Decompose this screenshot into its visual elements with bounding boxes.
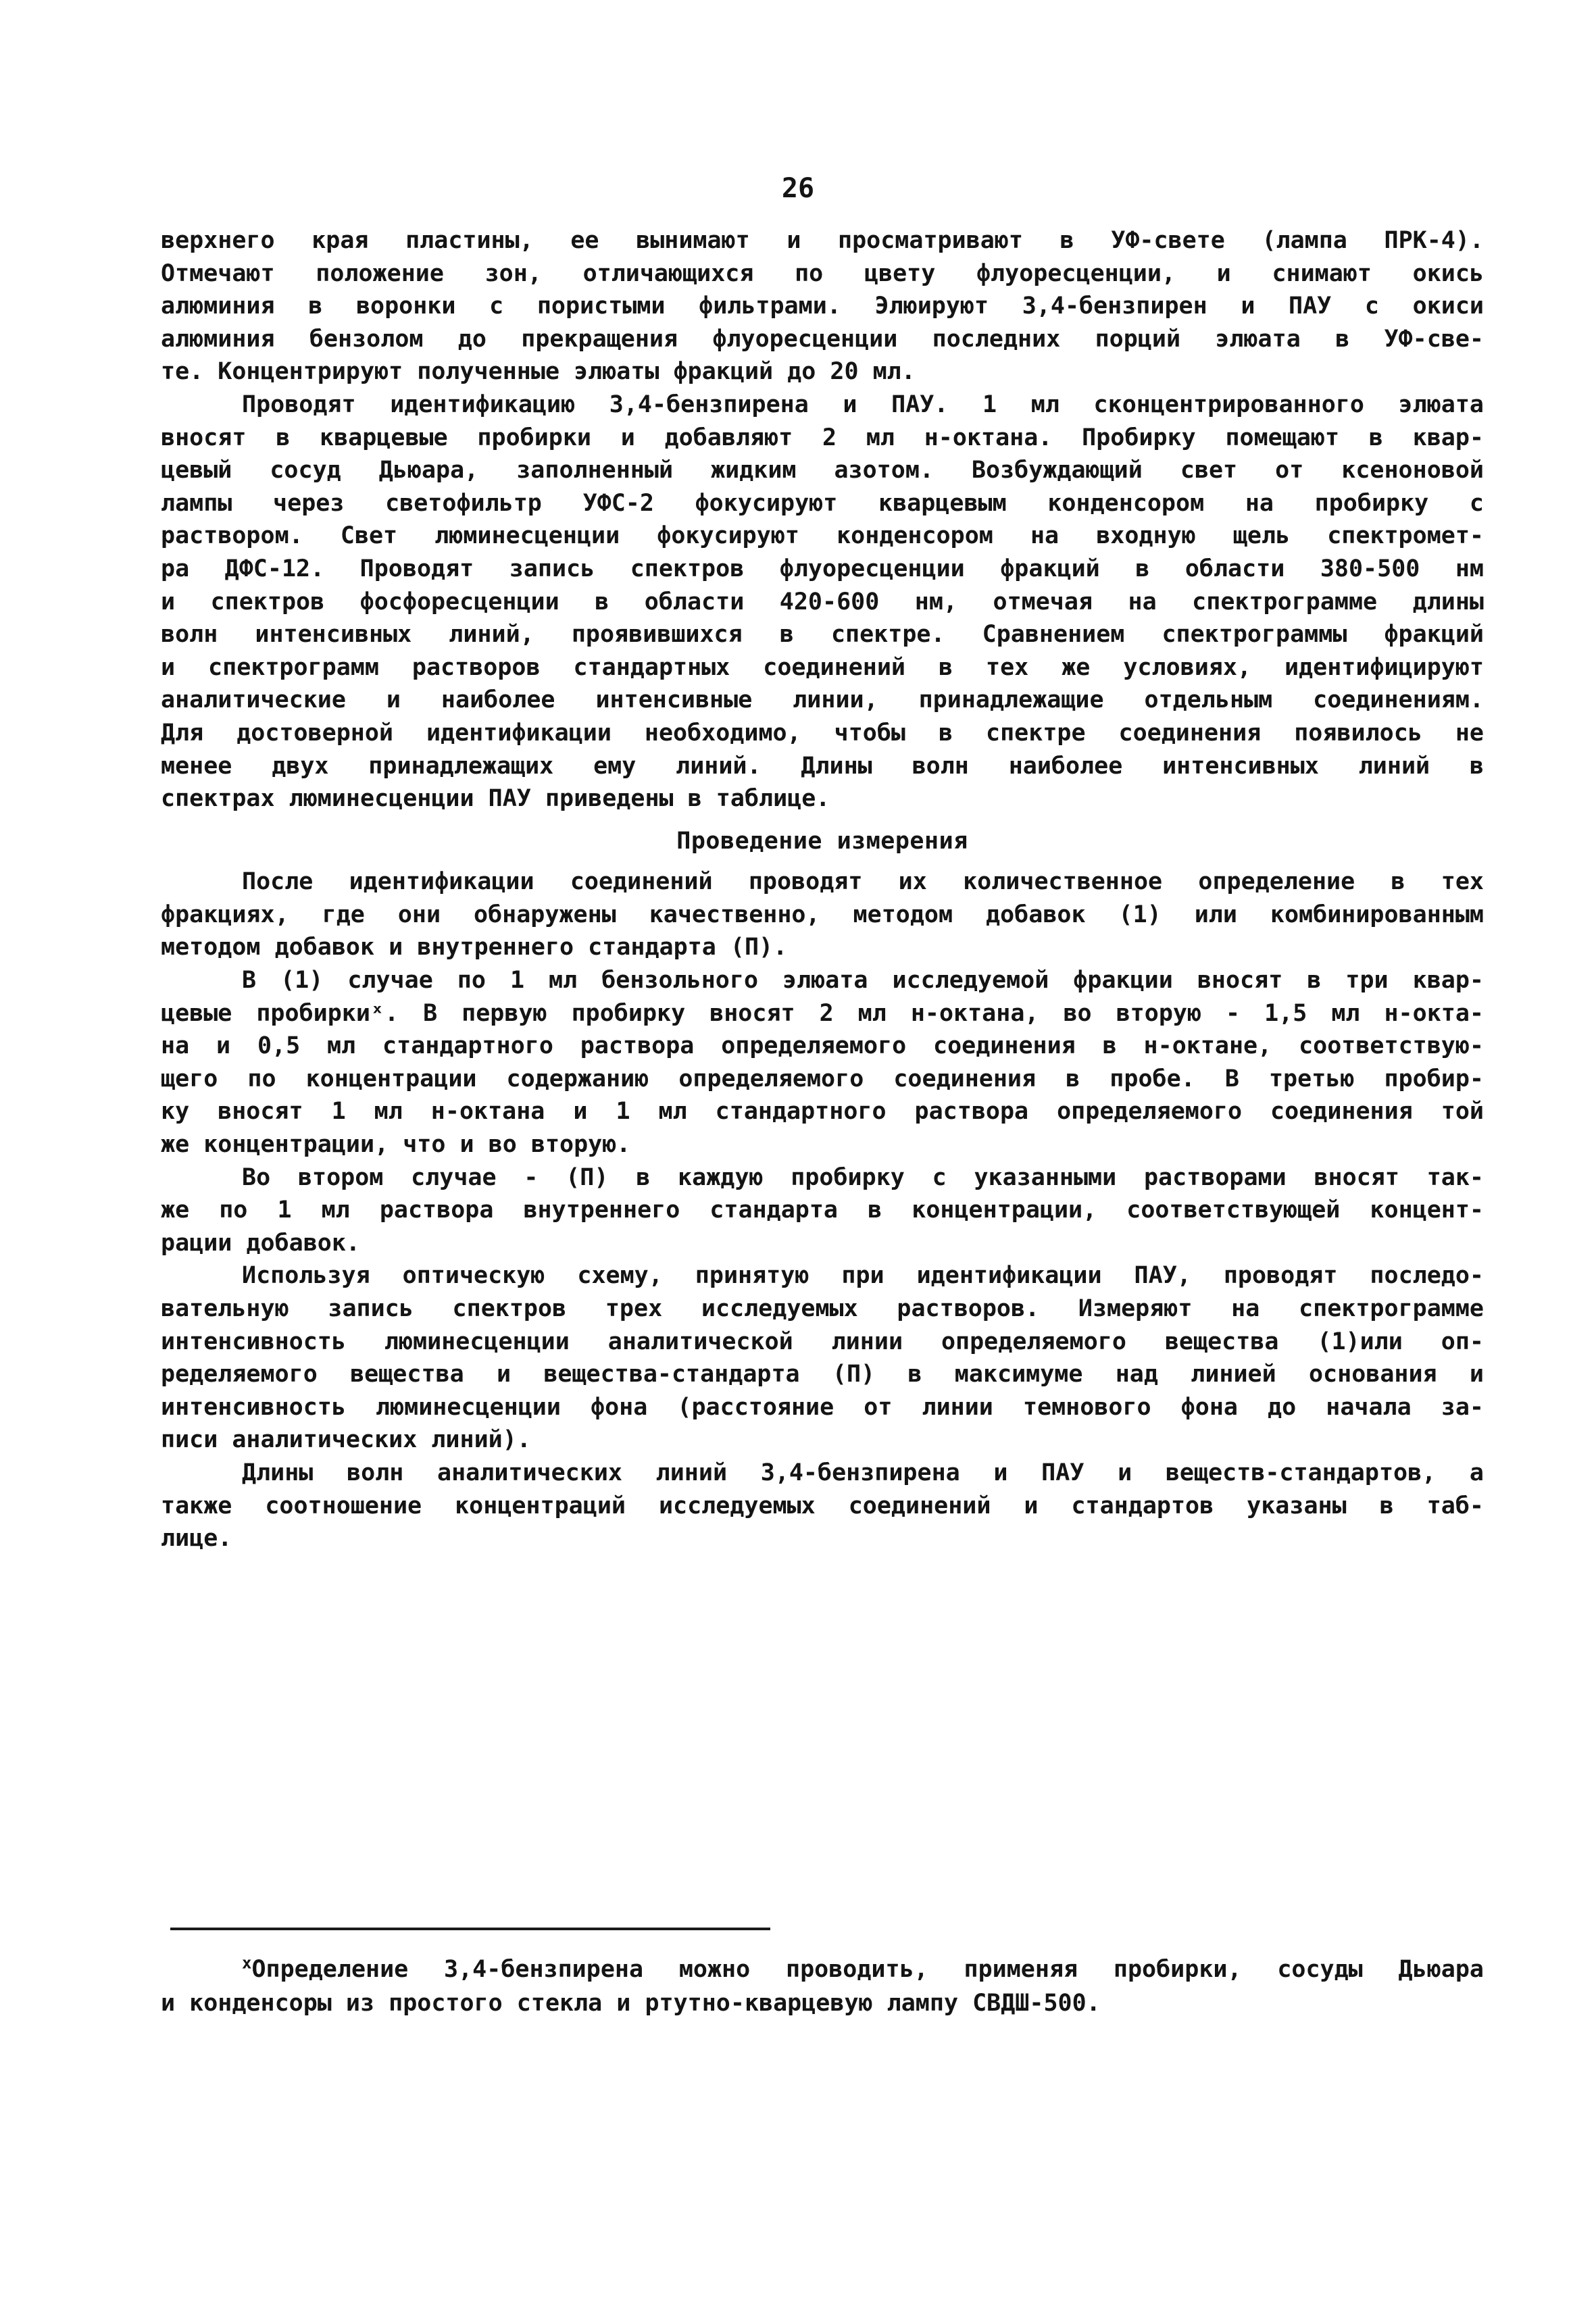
text-line: те. Концентрируют полученные элюаты фракций до 20 мл. (161, 358, 916, 386)
text-line: Во втором случае - (П) в каждую пробирку с указанными растворами вносят так- (242, 1163, 1484, 1191)
text-line: спектрах люминесценции ПАУ приведены в таблице. (161, 785, 830, 813)
text-line: раствором. Свет люминесценции фокусируют конденсором на входную щель спектромет- (161, 522, 1484, 550)
paragraph-continuation (161, 224, 1484, 388)
text-line: лампы через светофильтр УФС-2 фокусируют кварцевым конденсором на пробирку с (161, 489, 1484, 517)
text-line: ра ДФС-12. Проводят запись спектров флуоресценции фракций в области 380-500 нм (161, 555, 1484, 582)
text-line: лице. (161, 1525, 232, 1553)
text-line: вательную запись спектров трех исследуемых растворов. Измеряют на спектрограмме (161, 1295, 1484, 1322)
paragraph-case-two (161, 1161, 1484, 1260)
text-line: Для достоверной идентификации необходимо, чтобы в спектре соединения появилось не (161, 719, 1484, 747)
text-line: же по 1 мл раствора внутреннего стандарта в концентрации, соответствующей концент- (161, 1197, 1484, 1224)
text-line: методом добавок и внутреннего стандарта (П). (161, 934, 788, 961)
text-line: Отмечают положение зон, отличающихся по цвету флуоресценции, и снимают окись (161, 259, 1484, 287)
paragraph-case-one (161, 964, 1484, 1161)
text-line: менее двух принадлежащих ему линий. Длины волн наиболее интенсивных линий в (161, 752, 1484, 780)
text-line: щего по концентрации содержанию определяемого соединения в пробе. В третью пробир- (161, 1065, 1484, 1092)
text-line: Проводят идентификацию 3,4-бензпирена и ПАУ. 1 мл сконцентрированного элюата (242, 391, 1484, 418)
text-line: алюминия бензолом до прекращения флуоресценции последних порций элюата в УФ-све- (161, 325, 1484, 353)
paragraph-quantification (161, 865, 1484, 964)
text-line: рации добавок. (161, 1229, 361, 1257)
footnote-text: Определение 3,4-бензпирена можно проводить, применяя пробирки, сосуды Дьюара (251, 1956, 1484, 1983)
paragraph-identification (161, 388, 1484, 815)
section-heading: Проведение измерения (676, 827, 968, 855)
text-line: В (1) случае по 1 мл бензольного элюата исследуемой фракции вносят в три квар- (242, 967, 1484, 995)
text-line: цевый сосуд Дьюара, заполненный жидким азотом. Возбуждающий свет от ксеноновой (161, 457, 1484, 484)
text-line: ку вносят 1 мл н-октана и 1 мл стандартного раствора определяемого соединения той (161, 1098, 1484, 1126)
footnote (161, 1953, 1484, 2020)
text-line: алюминия в воронки с пористыми фильтрами. Элюируют 3,4-бензпирен и ПАУ с окиси (161, 293, 1484, 320)
footnote-marker: x (242, 1953, 252, 1973)
text-line: волн интенсивных линий, проявившихся в спектре. Сравнением спектрограммы фракций (161, 621, 1484, 649)
text-line: ределяемого вещества и вещества-стандарта (П) в максимуме над линией основания и (161, 1361, 1484, 1388)
text-line: также соотношение концентраций исследуемых соединений и стандартов указаны в таб- (161, 1492, 1484, 1519)
page-number: 26 (781, 173, 815, 204)
text-line: аналитические и наиболее интенсивные линии, принадлежащие отдельным соединениям. (161, 686, 1484, 714)
paragraph-wavelengths (161, 1457, 1484, 1555)
text-line: интенсивность люминесценции фона (расстояние от линии темнового фона до начала за- (161, 1393, 1484, 1421)
text-line: вносят в кварцевые пробирки и добавляют 2 мл н-октана. Пробирку помещают в квар- (161, 424, 1484, 451)
text-line: Длины волн аналитических линий 3,4-бензпирена и ПАУ и веществ-стандартов, а (242, 1459, 1484, 1486)
paragraph-measurement (161, 1259, 1484, 1457)
text-line: Используя оптическую схему, принятую при идентификации ПАУ, проводят последо- (242, 1262, 1484, 1290)
text-line: же концентрации, что и во вторую. (161, 1131, 631, 1159)
footnote-divider (170, 1928, 770, 1930)
text-line: и спектров фосфоресценции в области 420-600 нм, отмечая на спектрограмме длины (161, 588, 1484, 615)
body-text (161, 224, 1484, 1555)
text-line: на и 0,5 мл стандартного раствора определяемого соединения в н-октане, соответствую- (161, 1032, 1484, 1060)
text-line: и спектрограмм растворов стандартных соединений в тех же условиях, идентифицируют (161, 653, 1484, 681)
text-line: фракциях, где они обнаружены качественно, методом добавок (1) или комбинированным (161, 901, 1484, 928)
text-line: цевые пробиркиˣ. В первую пробирку вносят 2 мл н-октана, во вторую - 1,5 мл н-окта- (161, 999, 1484, 1027)
footnote-line (161, 1953, 1484, 1986)
text-line: писи аналитических линий). (161, 1426, 531, 1454)
text-line: верхнего края пластины, ее вынимают и просматривают в УФ-свете (лампа ПРК-4). (161, 227, 1484, 254)
text-line: интенсивность люминесценции аналитической линии определяемого вещества (1)или оп- (161, 1328, 1484, 1355)
footnote-line: и конденсоры из простого стекла и ртутно-кварцевую лампу СВДШ-500. (161, 1990, 1101, 2017)
text-line: После идентификации соединений проводят их количественное определение в тех (242, 868, 1484, 896)
